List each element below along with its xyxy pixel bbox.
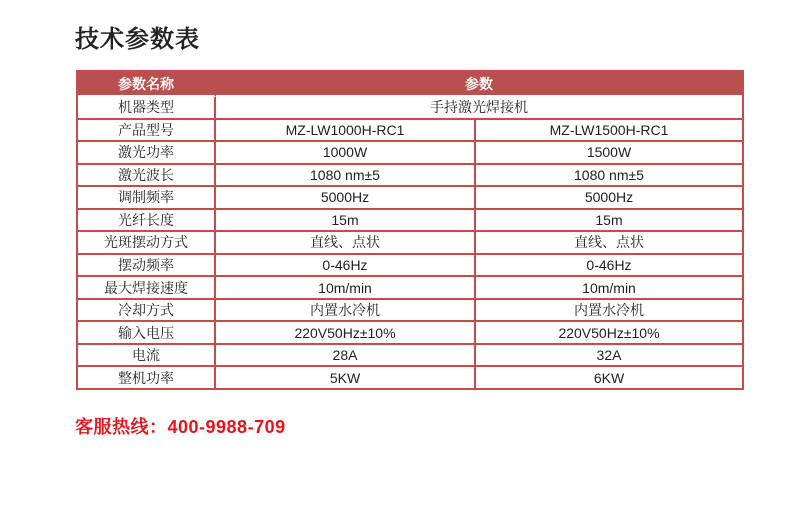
param-name-cell: 最大焊接速度 [78,277,216,300]
table-row [78,367,742,388]
param-value-cell-model2: 5000Hz [476,187,742,210]
param-value-cell-model2: 1500W [476,142,742,165]
param-value-cell-model2: 6KW [593,369,625,386]
param-value-cell-model1: MZ-LW1000H-RC1 [216,120,476,143]
table-row [78,97,742,120]
table-row [78,187,742,210]
param-value-cell-model1: 5000Hz [216,187,476,210]
hotline-label: 客服热线： [75,417,168,437]
table-row [78,345,742,368]
table-row [78,255,742,278]
param-name-cell: 摆动频率 [78,255,216,278]
param-value-cell-model1: 1080 nm±5 [216,165,476,188]
param-name-cell: 激光波长 [78,165,216,188]
param-name-cell: 产品型号 [78,120,216,143]
param-name-cell: 输入电压 [78,322,216,345]
table-row [78,300,742,323]
param-value-cell: 手持激光焊接机 [216,97,742,120]
param-name-cell: 机器类型 [78,97,216,120]
page-title: 技术参数表 [75,26,200,53]
service-hotline [75,413,286,439]
table-header-row [78,72,742,97]
param-value-cell-model2: 220V50Hz±10% [476,322,742,345]
param-value-cell-model2: 1080 nm±5 [476,165,742,188]
param-value-cell-model1: 内置水冷机 [216,300,476,323]
param-value-cell-model2: 15m [476,210,742,233]
param-name-cell: 光斑摆动方式 [78,232,216,255]
column-header-parameter-name: 参数名称 [78,72,216,97]
param-name-cell: 电流 [78,345,216,368]
param-value-cell-model1: 28A [216,345,476,368]
hotline-number: 400-9988-709 [167,417,286,437]
param-value-cell-model2: 内置水冷机 [476,300,742,323]
param-name-cell: 光纤长度 [78,210,216,233]
table-row [78,165,742,188]
param-value-cell-model1: 0-46Hz [216,255,476,278]
param-value-cell-model1: 10m/min [216,277,476,300]
param-value-cell-model2: 10m/min [476,277,742,300]
param-value-cell-model1: 15m [216,210,476,233]
param-value-cell-model2: MZ-LW1500H-RC1 [476,120,742,143]
param-name-cell: 整机功率 [78,367,216,388]
spec-table [76,70,744,390]
param-value-cell-model1: 1000W [216,142,476,165]
table-row [78,210,742,233]
param-value-cell-model1: 220V50Hz±10% [216,322,476,345]
table-row [78,142,742,165]
table-row [78,322,742,345]
param-value-cell-model2: 直线、点状 [476,232,742,255]
column-header-parameter-value: 参数 [216,72,742,97]
param-name-cell: 冷却方式 [78,300,216,323]
table-row [78,120,742,143]
param-value-cell-model1: 5KW [216,367,476,388]
param-value-cell-model2: 0-46Hz [476,255,742,278]
table-row [78,277,742,300]
param-value-cell-model2: 32A [476,345,742,368]
param-value-cell-model1: 直线、点状 [216,232,476,255]
param-name-cell: 激光功率 [78,142,216,165]
param-name-cell: 调制频率 [78,187,216,210]
table-row [78,232,742,255]
